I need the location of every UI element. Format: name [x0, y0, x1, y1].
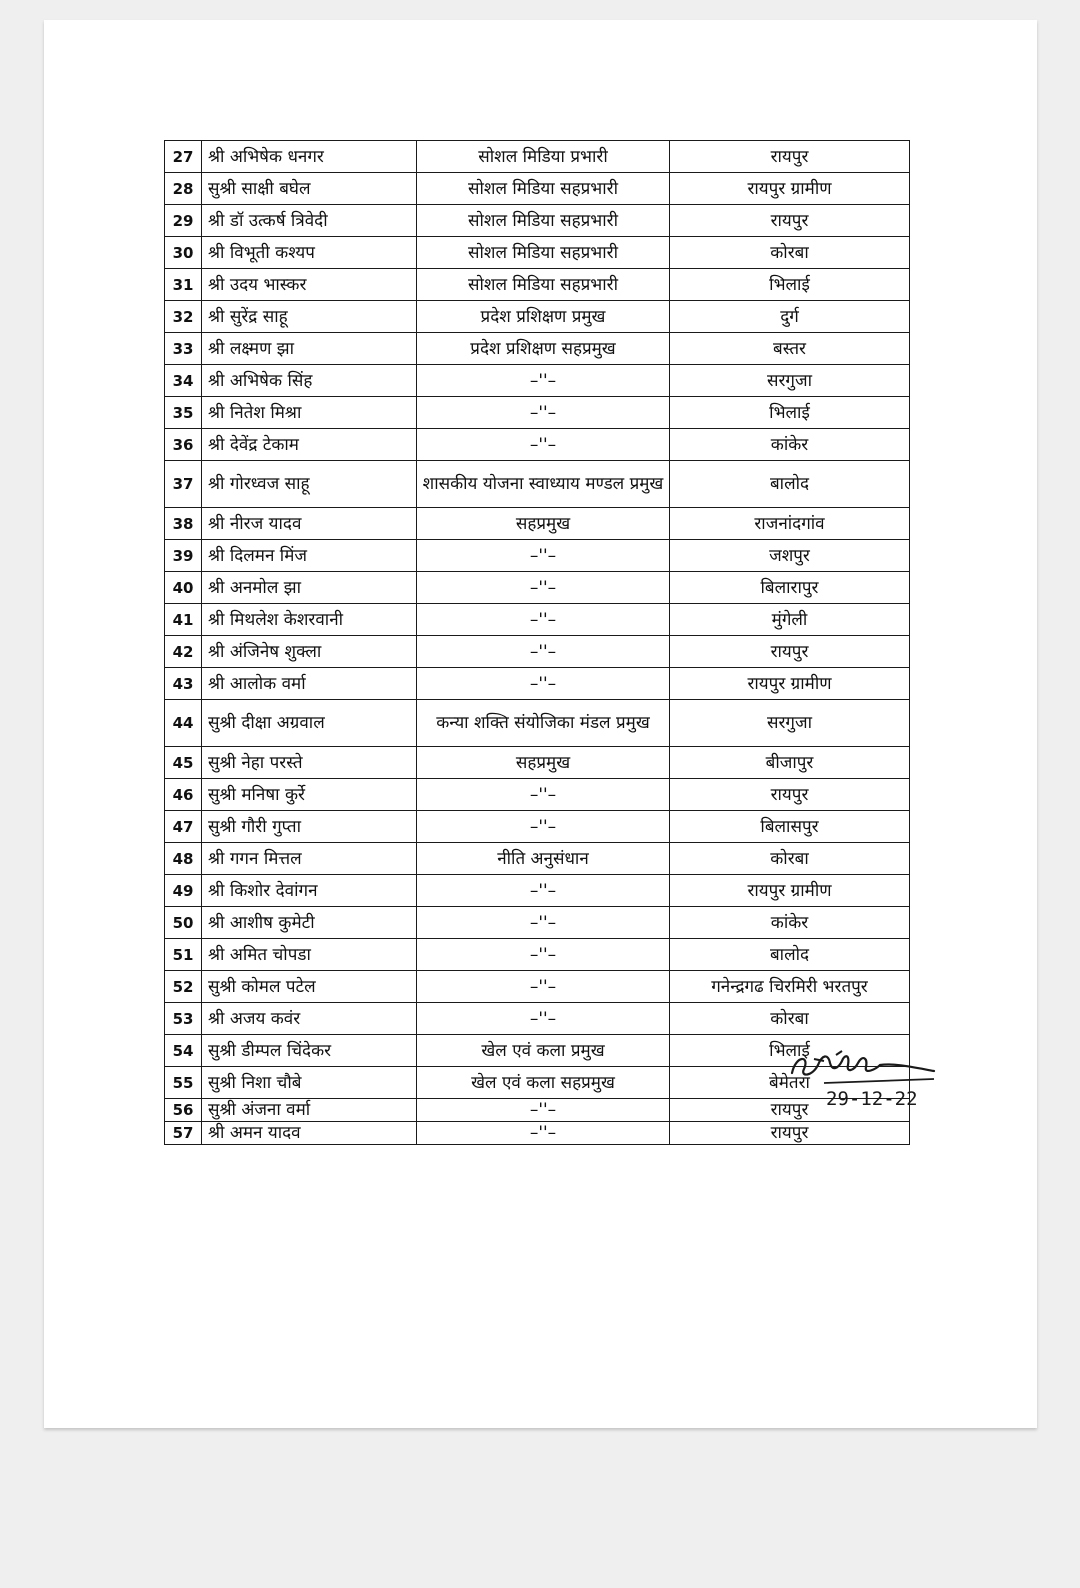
table-row — [165, 604, 910, 636]
member-post: सोशल मिडिया सहप्रभारी — [417, 269, 670, 301]
member-name: श्री दिलमन मिंज — [202, 540, 417, 572]
member-place: मुंगेली — [670, 604, 910, 636]
member-place: बेमेतरा — [670, 1067, 910, 1099]
table-row — [165, 843, 910, 875]
table-row — [165, 205, 910, 237]
member-place: रायपुर ग्रामीण — [670, 173, 910, 205]
member-name: श्री उदय भास्कर — [202, 269, 417, 301]
table-row — [165, 508, 910, 540]
row-number: 56 — [165, 1099, 202, 1122]
member-place: कोरबा — [670, 843, 910, 875]
table-row — [165, 237, 910, 269]
member-post: –''– — [417, 604, 670, 636]
signature — [784, 1025, 944, 1115]
member-post: –''– — [417, 875, 670, 907]
member-post: –''– — [417, 811, 670, 843]
table-row — [165, 269, 910, 301]
row-number: 52 — [165, 971, 202, 1003]
member-place: बस्तर — [670, 333, 910, 365]
row-number: 34 — [165, 365, 202, 397]
member-place: गनेन्द्रगढ चिरमिरी भरतपुर — [670, 971, 910, 1003]
table-row — [165, 333, 910, 365]
member-name: श्री अभिषेक सिंह — [202, 365, 417, 397]
table-row — [165, 875, 910, 907]
member-place: भिलाई — [670, 1035, 910, 1067]
member-post: प्रदेश प्रशिक्षण प्रमुख — [417, 301, 670, 333]
member-post: –''– — [417, 939, 670, 971]
member-post: कन्या शक्ति संयोजिका मंडल प्रमुख — [417, 700, 670, 747]
member-name: श्री अमित चोपडा — [202, 939, 417, 971]
table-row — [165, 572, 910, 604]
member-post: सहप्रमुख — [417, 747, 670, 779]
member-post: –''– — [417, 1003, 670, 1035]
table-row — [165, 429, 910, 461]
member-post: सोशल मिडिया सहप्रभारी — [417, 237, 670, 269]
member-name: श्री आशीष कुमेटी — [202, 907, 417, 939]
signature-date: 29-12-22 — [826, 1088, 918, 1110]
member-post: –''– — [417, 397, 670, 429]
member-place: बिलारापुर — [670, 572, 910, 604]
member-post: –''– — [417, 572, 670, 604]
member-name: सुश्री कोमल पटेल — [202, 971, 417, 1003]
member-name: सुश्री गौरी गुप्ता — [202, 811, 417, 843]
row-number: 35 — [165, 397, 202, 429]
member-place: रायपुर — [670, 636, 910, 668]
signature-scribble-icon — [784, 1025, 944, 1115]
member-place: दुर्ग — [670, 301, 910, 333]
member-post: –''– — [417, 429, 670, 461]
members-table-body — [165, 141, 910, 1145]
member-name: सुश्री डीम्पल चिंदेकर — [202, 1035, 417, 1067]
row-number: 48 — [165, 843, 202, 875]
row-number: 41 — [165, 604, 202, 636]
member-name: श्री लक्ष्मण झा — [202, 333, 417, 365]
member-place: रायपुर ग्रामीण — [670, 875, 910, 907]
table-row — [165, 939, 910, 971]
row-number: 45 — [165, 747, 202, 779]
table-row — [165, 173, 910, 205]
table-row — [165, 397, 910, 429]
member-name: सुश्री मनिषा कुर्रे — [202, 779, 417, 811]
member-post: सोशल मिडिया प्रभारी — [417, 141, 670, 173]
member-post: सोशल मिडिया सहप्रभारी — [417, 173, 670, 205]
member-name: श्री विभूती कश्यप — [202, 237, 417, 269]
member-post: खेल एवं कला सहप्रमुख — [417, 1067, 670, 1099]
member-place: रायपुर — [670, 1122, 910, 1145]
member-place: रायपुर — [670, 205, 910, 237]
row-number: 28 — [165, 173, 202, 205]
member-post: –''– — [417, 907, 670, 939]
member-place: बालोद — [670, 939, 910, 971]
row-number: 57 — [165, 1122, 202, 1145]
row-number: 36 — [165, 429, 202, 461]
member-place: सरगुजा — [670, 365, 910, 397]
row-number: 54 — [165, 1035, 202, 1067]
member-post: –''– — [417, 365, 670, 397]
member-name: श्री अजय कवंर — [202, 1003, 417, 1035]
row-number: 39 — [165, 540, 202, 572]
member-name: श्री सुरेंद्र साहू — [202, 301, 417, 333]
member-place: राजनांदगांव — [670, 508, 910, 540]
member-place: सरगुजा — [670, 700, 910, 747]
member-post: सोशल मिडिया सहप्रभारी — [417, 205, 670, 237]
document-page — [44, 20, 1037, 1428]
member-place: कांकेर — [670, 429, 910, 461]
member-name: श्री आलोक वर्मा — [202, 668, 417, 700]
member-name: श्री मिथलेश केशरवानी — [202, 604, 417, 636]
row-number: 51 — [165, 939, 202, 971]
row-number: 33 — [165, 333, 202, 365]
table-row — [165, 907, 910, 939]
member-name: श्री गगन मित्तल — [202, 843, 417, 875]
member-post: शासकीय योजना स्वाध्याय मण्डल प्रमुख — [417, 461, 670, 508]
member-post: –''– — [417, 636, 670, 668]
table-row — [165, 668, 910, 700]
row-number: 30 — [165, 237, 202, 269]
member-place: बालोद — [670, 461, 910, 508]
member-name: सुश्री साक्षी बघेल — [202, 173, 417, 205]
member-post: –''– — [417, 971, 670, 1003]
row-number: 49 — [165, 875, 202, 907]
member-place: कोरबा — [670, 237, 910, 269]
table-row — [165, 461, 910, 508]
row-number: 55 — [165, 1067, 202, 1099]
member-name: श्री अभिषेक धनगर — [202, 141, 417, 173]
row-number: 50 — [165, 907, 202, 939]
member-post: –''– — [417, 668, 670, 700]
table-row — [165, 811, 910, 843]
row-number: 47 — [165, 811, 202, 843]
table-row — [165, 540, 910, 572]
table-row — [165, 365, 910, 397]
member-place: रायपुर — [670, 779, 910, 811]
member-name: श्री डॉ उत्कर्ष त्रिवेदी — [202, 205, 417, 237]
table-row — [165, 747, 910, 779]
member-post: सहप्रमुख — [417, 508, 670, 540]
member-place: कोरबा — [670, 1003, 910, 1035]
member-name: श्री नीरज यादव — [202, 508, 417, 540]
member-place: बिलासपुर — [670, 811, 910, 843]
member-name: सुश्री अंजना वर्मा — [202, 1099, 417, 1122]
member-name: श्री किशोर देवांगन — [202, 875, 417, 907]
row-number: 43 — [165, 668, 202, 700]
member-name: श्री अमन यादव — [202, 1122, 417, 1145]
member-place: भिलाई — [670, 397, 910, 429]
table-row — [165, 971, 910, 1003]
member-name: श्री अनमोल झा — [202, 572, 417, 604]
member-name: श्री गोरध्वज साहू — [202, 461, 417, 508]
table-row — [165, 779, 910, 811]
row-number: 44 — [165, 700, 202, 747]
row-number: 31 — [165, 269, 202, 301]
row-number: 53 — [165, 1003, 202, 1035]
table-row — [165, 700, 910, 747]
row-number: 37 — [165, 461, 202, 508]
member-name: श्री अंजिनेष शुक्ला — [202, 636, 417, 668]
table-row — [165, 301, 910, 333]
member-post: नीति अनुसंधान — [417, 843, 670, 875]
row-number: 46 — [165, 779, 202, 811]
member-name: सुश्री दीक्षा अग्रवाल — [202, 700, 417, 747]
table-row — [165, 141, 910, 173]
member-post: –''– — [417, 540, 670, 572]
row-number: 29 — [165, 205, 202, 237]
table-row — [165, 636, 910, 668]
member-name: सुश्री निशा चौबे — [202, 1067, 417, 1099]
row-number: 42 — [165, 636, 202, 668]
member-place: जशपुर — [670, 540, 910, 572]
member-place: कांकेर — [670, 907, 910, 939]
member-place: भिलाई — [670, 269, 910, 301]
member-place: बीजापुर — [670, 747, 910, 779]
member-post: खेल एवं कला प्रमुख — [417, 1035, 670, 1067]
table-row — [165, 1122, 910, 1145]
member-name: श्री नितेश मिश्रा — [202, 397, 417, 429]
member-post: –''– — [417, 1122, 670, 1145]
member-post: प्रदेश प्रशिक्षण सहप्रमुख — [417, 333, 670, 365]
members-table — [164, 140, 910, 1145]
member-post: –''– — [417, 779, 670, 811]
row-number: 40 — [165, 572, 202, 604]
member-name: श्री देवेंद्र टेकाम — [202, 429, 417, 461]
row-number: 38 — [165, 508, 202, 540]
member-post: –''– — [417, 1099, 670, 1122]
row-number: 27 — [165, 141, 202, 173]
member-place: रायपुर ग्रामीण — [670, 668, 910, 700]
member-place: रायपुर — [670, 1099, 910, 1122]
member-place: रायपुर — [670, 141, 910, 173]
row-number: 32 — [165, 301, 202, 333]
member-name: सुश्री नेहा परस्ते — [202, 747, 417, 779]
